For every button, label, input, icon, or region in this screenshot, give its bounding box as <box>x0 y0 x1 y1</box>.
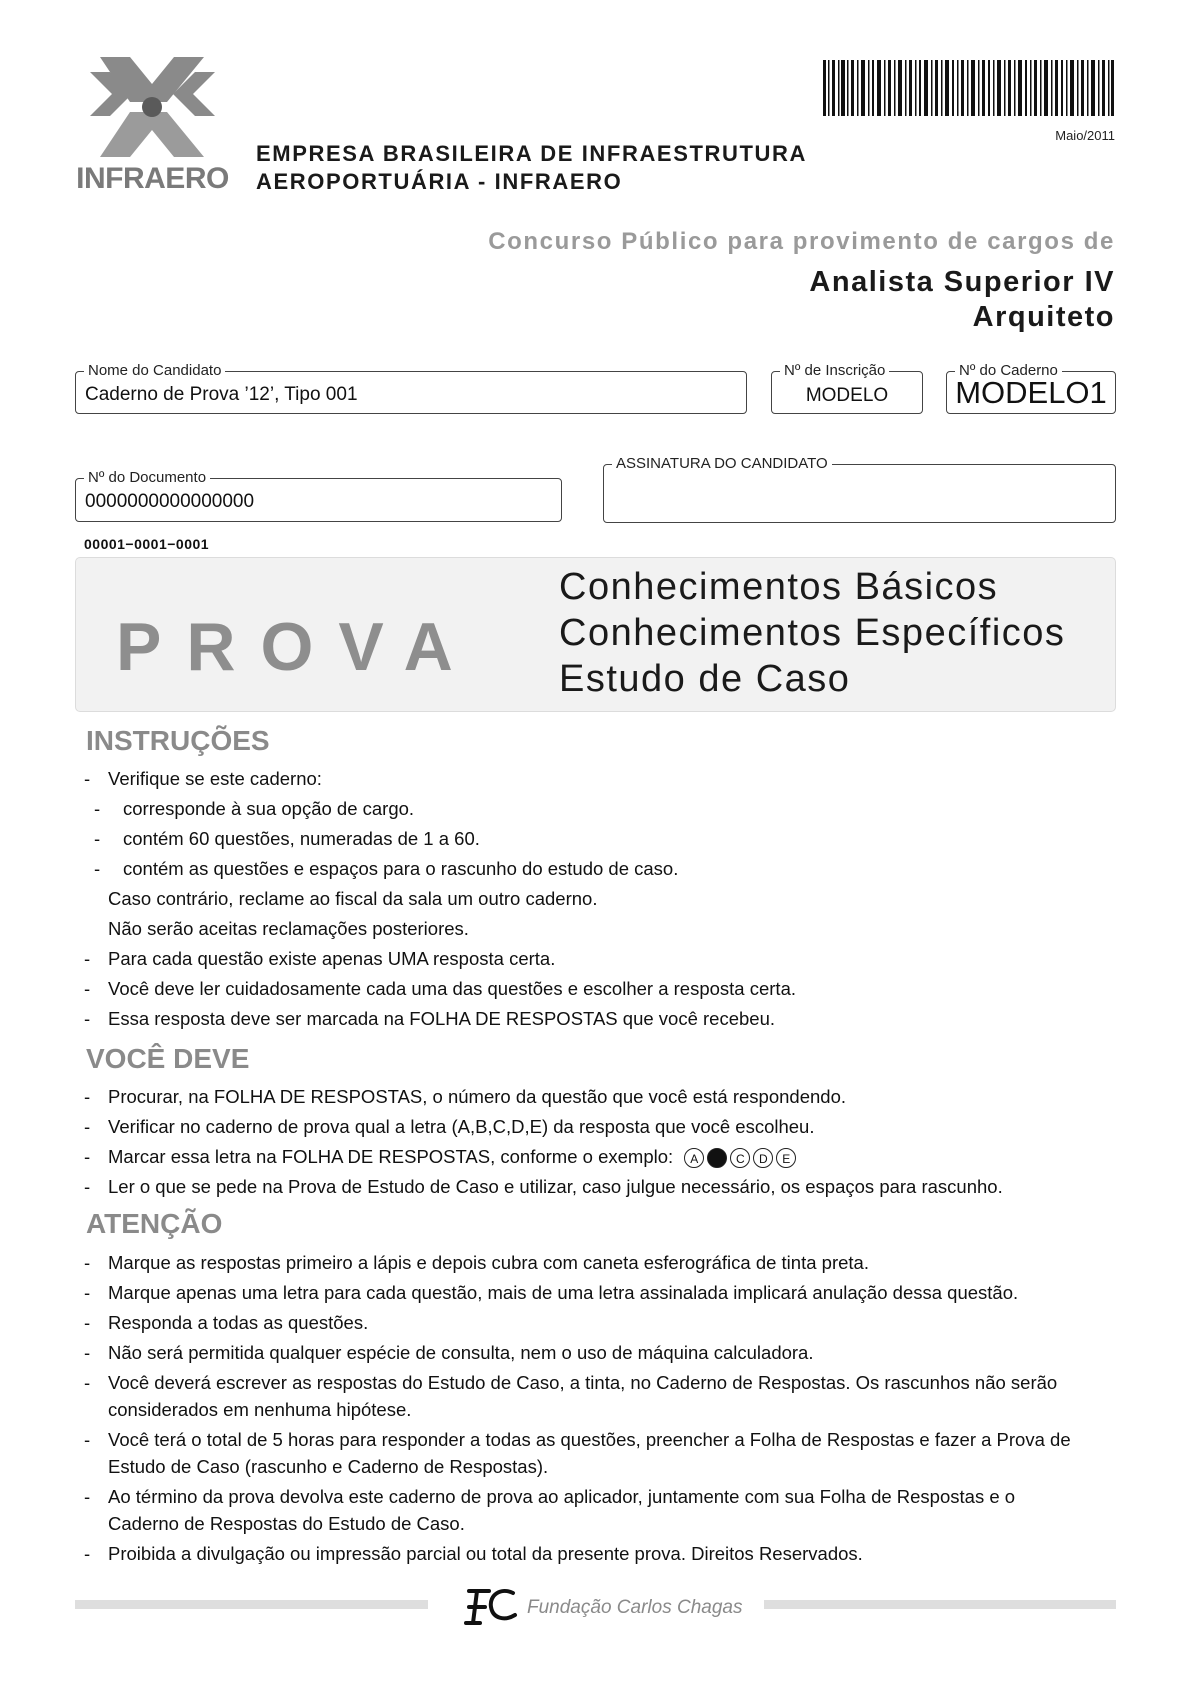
footer-rule-right <box>764 1600 1116 1609</box>
footer-rule-left <box>75 1600 428 1609</box>
role-line-2: Arquiteto <box>972 301 1115 333</box>
booklet-label: Nº do Caderno <box>955 362 1062 380</box>
document-field[interactable] <box>75 469 562 522</box>
subject-item: Conhecimentos Básicos <box>559 566 999 608</box>
fcc-name: Fundação Carlos Chagas <box>527 1597 743 1618</box>
infraero-logo <box>70 52 235 202</box>
barcode <box>823 60 1115 116</box>
role-line-1: Analista Superior IV <box>809 266 1115 298</box>
signature-field[interactable] <box>603 455 1116 523</box>
booklet-value: MODELO1 <box>955 375 1107 410</box>
barcode-icon <box>823 60 1115 116</box>
company-line-1: EMPRESA BRASILEIRA DE INFRAESTRUTURA <box>256 141 807 166</box>
registration-value: MODELO <box>805 385 889 406</box>
fcc-logo <box>463 1585 519 1627</box>
subject-list <box>559 564 1065 702</box>
candidate-name-value: Caderno de Prova ’12’, Tipo 001 <box>85 384 358 405</box>
document-label: Nº do Documento <box>84 469 210 487</box>
company-name <box>256 140 807 196</box>
document-value: 0000000000000000 <box>85 491 255 512</box>
company-line-2: AEROPORTUÁRIA - INFRAERO <box>256 169 623 194</box>
answer-bubble-filled <box>707 1148 727 1168</box>
registration-field[interactable] <box>771 362 923 414</box>
fcc-logo-icon <box>463 1585 519 1627</box>
answer-bubble: E <box>776 1148 796 1168</box>
logo-wordmark: INFRAERO <box>76 162 229 195</box>
subject-item: Conhecimentos Específicos <box>559 612 1066 654</box>
candidate-name-label: Nome do Candidato <box>84 362 225 380</box>
registration-label: Nº de Inscrição <box>780 362 889 380</box>
print-date: Maio/2011 <box>1055 128 1115 143</box>
booklet-code: 00001−0001−0001 <box>84 536 210 552</box>
contest-title: Concurso Público para provimento de cargos de <box>488 228 1115 255</box>
infraero-emblem-icon <box>70 52 235 162</box>
answer-example <box>684 1148 796 1168</box>
booklet-field[interactable] <box>946 362 1116 414</box>
role-title <box>809 265 1115 335</box>
exam-banner <box>75 557 1116 712</box>
signature-label: ASSINATURA DO CANDIDATO <box>612 455 832 473</box>
subject-item: Estudo de Caso <box>559 658 851 700</box>
candidate-name-field[interactable] <box>75 362 747 414</box>
answer-bubble: D <box>753 1148 773 1168</box>
atencao-title: ATENÇÃO <box>86 1208 223 1239</box>
answer-bubble: A <box>684 1148 704 1168</box>
instructions-title: INSTRUÇÕES <box>86 725 270 756</box>
voce-deve-title: VOCÊ DEVE <box>86 1043 250 1074</box>
answer-bubble: C <box>730 1148 750 1168</box>
prova-title: PROVA <box>116 609 478 685</box>
